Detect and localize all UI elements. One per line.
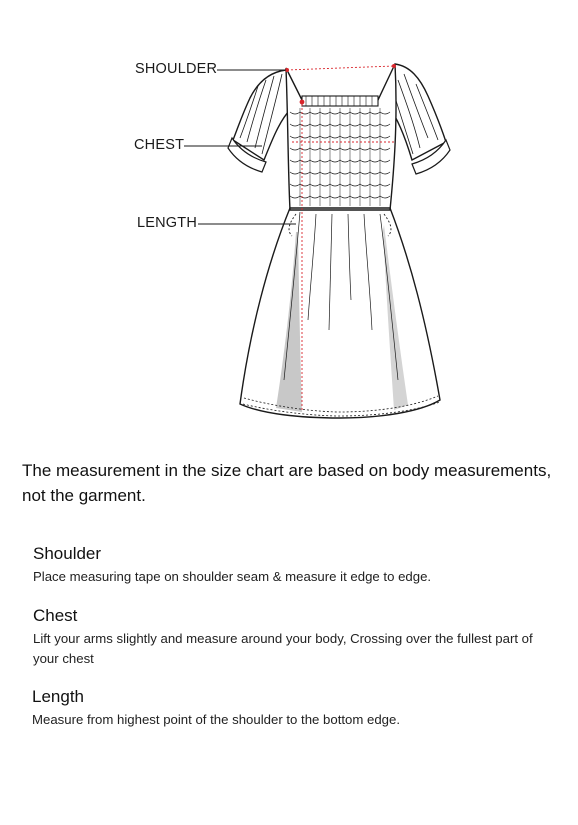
skirt-shading-right [383,225,408,410]
shoulder-section [33,543,553,587]
section-title-shoulder: Shoulder [33,544,102,563]
section-body-length: Measure from highest point of the shoulder to the bottom edge. [32,712,401,727]
skirt [240,208,440,418]
section-title-chest: Chest [33,606,78,625]
length-callout-label: LENGTH [137,215,198,231]
right-sleeve [388,64,446,160]
chest-section [33,605,553,669]
section-title-length: Length [32,687,84,706]
left-pocket [289,214,296,236]
shoulder-callout-label: SHOULDER [135,61,218,77]
hem-stitch-1 [244,396,438,412]
length-section [32,686,552,730]
section-body-shoulder: Place measuring tape on shoulder seam & measure it edge to edge. [33,569,432,584]
section-body-chest: Lift your arms slightly and measure around your body, Crossing over the fullest part of your chest [33,631,533,666]
right-pocket [384,214,391,236]
skirt-shading-left [276,232,302,412]
chest-callout-label: CHEST [134,137,185,153]
neckline-band [302,96,378,106]
measurement-note: The measurement in the size chart are based on body measurements, not the garment. [22,461,552,505]
shoulder-measure-line [287,66,394,70]
